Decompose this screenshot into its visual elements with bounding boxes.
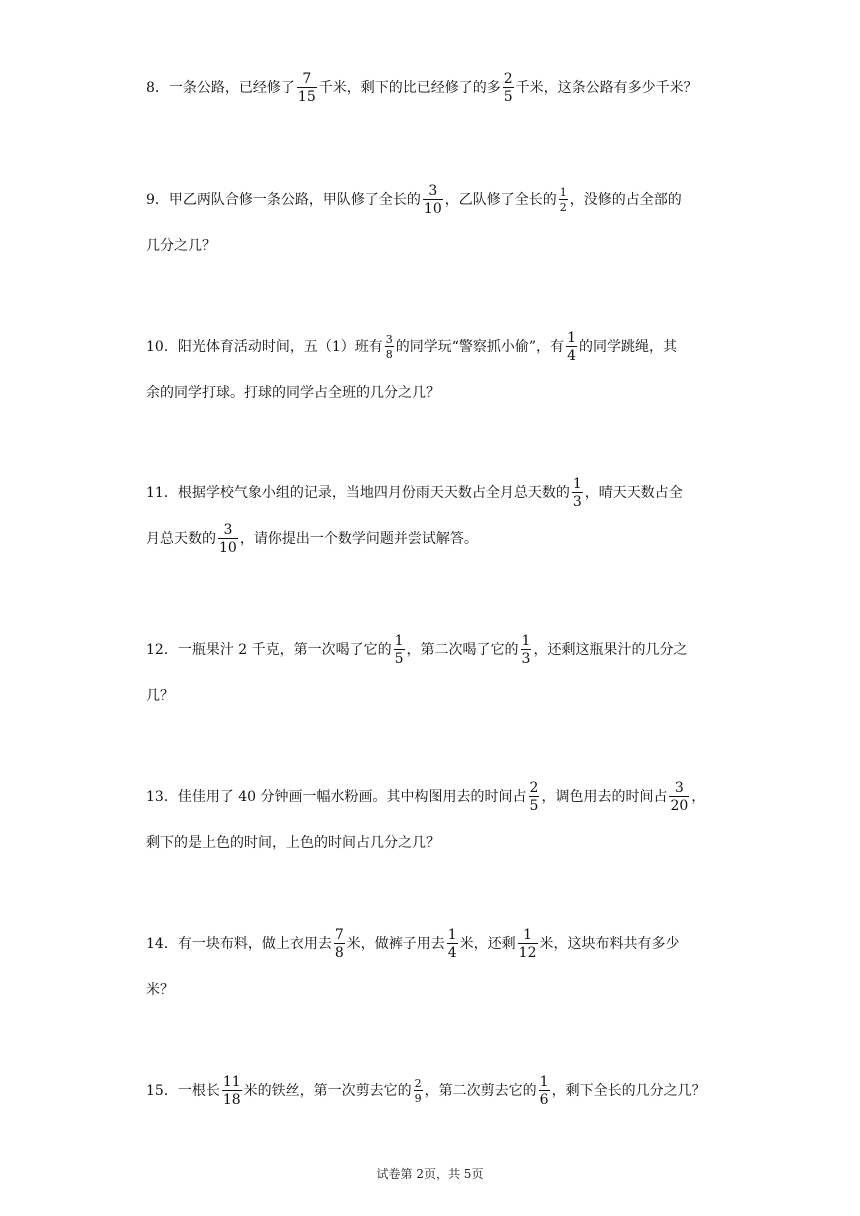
fraction-denominator: 18 [222, 1092, 241, 1108]
question-text: 9．甲乙两队合修一条公路，甲队修了全长的 [146, 192, 421, 208]
fraction-denominator: 5 [503, 89, 513, 105]
question-text: 15．一根长 [146, 1083, 220, 1099]
question-text: 10．阳光体育活动时间，五（1）班有 [146, 339, 383, 355]
fraction-numerator: 3 [674, 780, 684, 796]
fraction-numerator: 1 [567, 330, 576, 346]
fraction-denominator: 5 [529, 798, 539, 814]
question-text: ， [691, 789, 706, 805]
page-footer: 试卷第 2页，共 5页 [376, 1167, 484, 1181]
question-text: 的同学跳绳，其 [578, 339, 677, 355]
question-text: ，还剩这瓶果汁的几分之 [533, 642, 688, 658]
fraction [518, 928, 538, 960]
question-text: 13．佳佳用了 40 分钟画一幅水粉画。其中构图用去的时间占 [146, 789, 527, 805]
fraction [423, 184, 443, 216]
question-text: 的同学玩“警察抓小偷”，有 [395, 339, 565, 355]
question-line [146, 777, 705, 817]
question-line [146, 327, 677, 367]
question-line [146, 970, 174, 1010]
fraction [503, 72, 514, 104]
question-line [146, 630, 687, 670]
fraction [447, 928, 458, 960]
fraction-denominator: 4 [447, 945, 457, 961]
fraction [297, 72, 317, 104]
fraction-denominator: 9 [414, 1092, 422, 1105]
fraction-numerator: 3 [428, 183, 438, 199]
fraction [218, 523, 238, 555]
question-text: 米，做裤子用去 [346, 936, 445, 952]
question-text: ，晴天天数占全 [584, 485, 683, 501]
question-text: 千米，这条公路有多少千米？ [515, 80, 698, 96]
fraction [222, 1075, 242, 1107]
fraction-denominator: 20 [670, 798, 689, 814]
question-text: 8．一条公路，已经修了 [146, 80, 295, 96]
fraction-numerator: 1 [539, 1074, 549, 1090]
question-text: 12．一瓶果汁 2 千克，第一次喝了它的 [146, 642, 392, 658]
fraction-numerator: 2 [503, 71, 513, 87]
question-text: ，调色用去的时间占 [541, 789, 668, 805]
fraction [414, 1078, 423, 1104]
fraction-denominator: 3 [521, 651, 531, 667]
question-text: 几？ [146, 688, 174, 704]
question-text: 11．根据学校气象小组的记录，当地四月份雨天天数占全月总天数的 [146, 485, 570, 501]
fraction-denominator: 8 [385, 348, 393, 361]
fraction [669, 781, 689, 813]
fraction-denominator: 3 [572, 494, 582, 510]
fraction-denominator: 6 [539, 1092, 549, 1108]
question-line [146, 823, 440, 863]
fraction [572, 477, 583, 509]
question-line [146, 68, 698, 108]
question-text: 几分之几？ [146, 238, 216, 254]
fraction [529, 781, 540, 813]
question-line [146, 473, 683, 513]
fraction-denominator: 4 [567, 348, 576, 364]
fraction-denominator: 2 [559, 201, 567, 214]
question-text: 米，还剩 [459, 936, 516, 952]
fraction [334, 928, 345, 960]
question-line [146, 924, 680, 964]
question-text: 14．有一块布料，做上衣用去 [146, 936, 332, 952]
fraction-numerator: 1 [521, 633, 531, 649]
fraction-denominator: 8 [334, 945, 344, 961]
question-line [146, 676, 174, 716]
fraction-denominator: 15 [297, 89, 316, 105]
fraction-denominator: 10 [219, 540, 237, 556]
fraction-numerator: 1 [523, 927, 533, 943]
question-text: ，第二次喝了它的 [406, 642, 519, 658]
fraction-numerator: 7 [302, 71, 312, 87]
fraction [566, 331, 577, 363]
question-text: 米？ [146, 982, 174, 998]
question-text: 米的铁丝，第一次剪去它的 [243, 1083, 412, 1099]
question-line [146, 519, 478, 559]
fraction [559, 187, 568, 213]
fraction-numerator: 7 [334, 927, 344, 943]
fraction-numerator: 3 [385, 333, 393, 346]
fraction-numerator: 1 [559, 186, 567, 199]
question-text: 千米，剩下的比已经修了的多 [318, 80, 501, 96]
fraction-numerator: 1 [572, 476, 582, 492]
fraction-numerator: 2 [529, 780, 539, 796]
question-line [146, 226, 216, 266]
fraction-numerator: 2 [414, 1077, 422, 1090]
fraction-numerator: 3 [223, 522, 233, 538]
question-text: ，没修的占全部的 [569, 192, 682, 208]
fraction [385, 334, 394, 360]
question-line [146, 1071, 706, 1111]
fraction-denominator: 5 [394, 651, 404, 667]
fraction-denominator: 10 [423, 201, 442, 217]
fraction [394, 634, 405, 666]
fraction [539, 1075, 550, 1107]
question-text: ，第二次剪去它的 [424, 1083, 537, 1099]
question-text: ，乙队修了全长的 [444, 192, 557, 208]
question-text: 月总天数的 [146, 531, 216, 547]
fraction-denominator: 12 [518, 945, 537, 961]
fraction-numerator: 11 [222, 1074, 241, 1090]
question-line [146, 373, 440, 413]
fraction [521, 634, 532, 666]
question-text: 余的同学打球。打球的同学占全班的几分之几？ [146, 385, 440, 401]
fraction-numerator: 1 [394, 633, 404, 649]
question-text: 剩下的是上色的时间，上色的时间占几分之几？ [146, 835, 440, 851]
question-text: ，剩下全长的几分之几？ [551, 1083, 706, 1099]
question-line [146, 180, 682, 220]
fraction-numerator: 1 [447, 927, 457, 943]
question-text: 米，这块布料共有多少 [539, 936, 680, 952]
question-text: ，请你提出一个数学问题并尝试解答。 [239, 531, 478, 547]
